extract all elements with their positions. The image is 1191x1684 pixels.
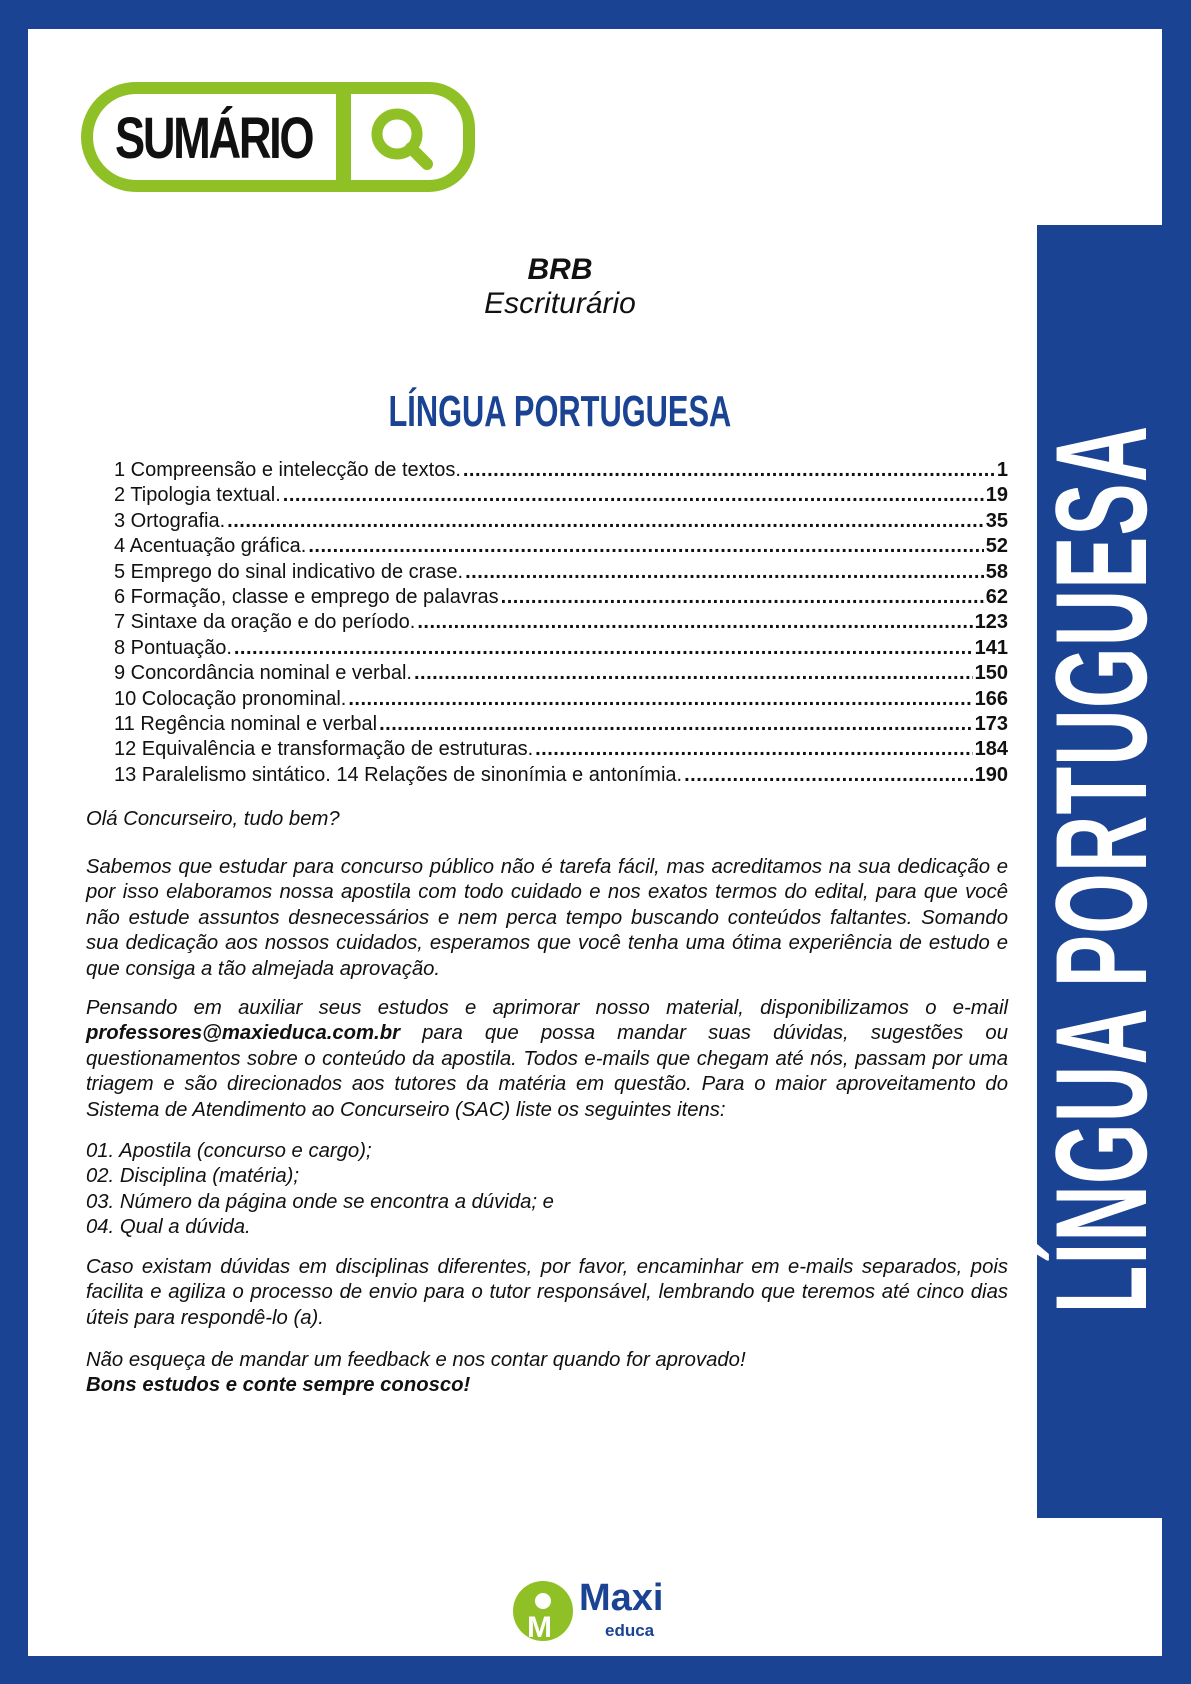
toc-row [114,764,1008,789]
toc-row [114,688,1008,713]
toc-row [114,484,1008,509]
toc-row [114,459,1008,484]
intro-paragraph-2: Pensando em auxiliar seus estudos e aprimorar nosso material, disponibilizamos o e-mail professores@maxieduca.com.br para que possa mandar suas dúvidas, sugestões ou questionamentos sobre o conteúdo da apostila. Todos e-mails que chegam até nós, passam por uma triagem e são direcionados aos tutores da matéria em questão. Para o maior aproveitamento do Sistema de Atendimento ao Concurseiro (SAC) liste os seguintes itens: [86,997,1008,1121]
toc-label: 7 Sintaxe da oração e do período. [114,611,416,634]
toc-leader [535,738,973,761]
toc-leader [348,688,972,711]
maxi-logo-icon: M [513,1581,573,1641]
toc-page: 35 [985,509,1008,532]
toc-page: 150 [974,662,1008,685]
toc-leader [684,764,973,787]
brand-sub: educa [605,1621,655,1640]
toc-page: 58 [985,560,1008,583]
logo-word: SUMÁRIO [115,106,313,171]
toc-leader [501,586,984,609]
toc-leader [379,713,973,736]
toc-page: 52 [985,535,1008,558]
closing-bold: Bons estudos e conte sempre conosco! [86,1374,471,1396]
toc-leader [414,662,973,685]
section-title: LÍNGUA PORTUGUESA [388,387,732,436]
toc-leader [308,535,983,558]
support-email[interactable]: professores@maxieduca.com.br [86,1022,400,1045]
intro-paragraph-3: Caso existam dúvidas em disciplinas diferentes, por favor, encaminhar em e-mails separados, pois facilita e agiliza o processo de envio para o tutor responsável, lembrando que teremos até cinco dias úteis para respondê-lo (a). [86,1256,1008,1329]
toc-row [114,637,1008,662]
toc-row [114,713,1008,738]
list-item: 03. Número da página onde se encontra a dúvida; e [86,1190,554,1213]
side-title: LÍNGUA PORTUGUESA [1028,424,1174,1314]
toc-label: 9 Concordância nominal e verbal. [114,662,412,685]
list-item: 02. Disciplina (matéria); [86,1165,300,1188]
maxi-educa-logo [513,1577,673,1647]
toc-leader [465,561,984,584]
toc-page: 1 [996,459,1008,481]
toc-row [114,510,1008,535]
toc-row [114,561,1008,586]
toc-label: 4 Acentuação gráfica. [114,535,307,558]
toc-page: 141 [974,636,1008,659]
toc-label: 13 Paralelismo sintático. 14 Relações de sinonímia e antonímia. [114,763,683,786]
toc-page: 123 [974,611,1008,634]
toc-label: 5 Emprego do sinal indicativo de crase. [114,560,464,583]
closing-line: Não esqueça de mandar um feedback e nos contar quando for aprovado! [86,1349,746,1371]
page [28,29,1174,1656]
greeting: Olá Concurseiro, tudo bem? [86,808,340,830]
sumario-logo [81,82,477,209]
toc-page: 190 [974,763,1008,786]
toc-leader [463,459,995,482]
list-item: 04. Qual a dúvida. [86,1216,251,1239]
org-name: BRB [527,253,593,286]
role-name: Escriturário [484,287,636,320]
toc-label: 10 Colocação pronominal. [114,687,347,710]
toc-row [114,611,1008,636]
toc-label: 11 Regência nominal e verbal [114,712,378,735]
toc-row [114,662,1008,687]
toc-leader [417,611,972,634]
toc-row [114,738,1008,763]
sac-items [86,1139,1008,1241]
toc-leader [227,510,984,533]
intro-paragraph-1: Sabemos que estudar para concurso público não é tarefa fácil, mas acreditamos na sua dedicação e por isso elaboramos nossa apostila com todo cuidado e nos exatos termos do edital, para que você não estude assuntos desnecessários e nem perca tempo buscando conteúdos faltantes. Somando sua dedicação aos nossos cuidados, esperamos que você tenha uma ótima experiência de estudo e que consiga a tão almejada aprovação. [86,856,1008,980]
toc-label: 8 Pontuação. [114,636,232,659]
toc-leader [283,484,984,507]
toc-page: 19 [985,484,1008,507]
toc-page: 62 [985,585,1008,608]
toc-label: 6 Formação, classe e emprego de palavras [114,585,499,608]
toc-row [114,535,1008,560]
toc-page: 166 [974,687,1008,710]
list-item: 01. Apostila (concurso e cargo); [86,1140,372,1162]
toc-leader [234,637,973,660]
magnifier-icon [339,82,475,192]
toc-label: 3 Ortografia. [114,509,226,532]
toc-row [114,586,1008,611]
table-of-contents [114,459,1008,789]
toc-label: 2 Tipologia textual. [114,484,281,507]
toc-label: 1 Compreensão e intelecção de textos. [114,459,461,481]
toc-label: 12 Equivalência e transformação de estruturas. [114,738,534,761]
toc-page: 173 [974,712,1008,735]
brand-name: Maxi [579,1577,664,1619]
toc-page: 184 [974,738,1008,761]
